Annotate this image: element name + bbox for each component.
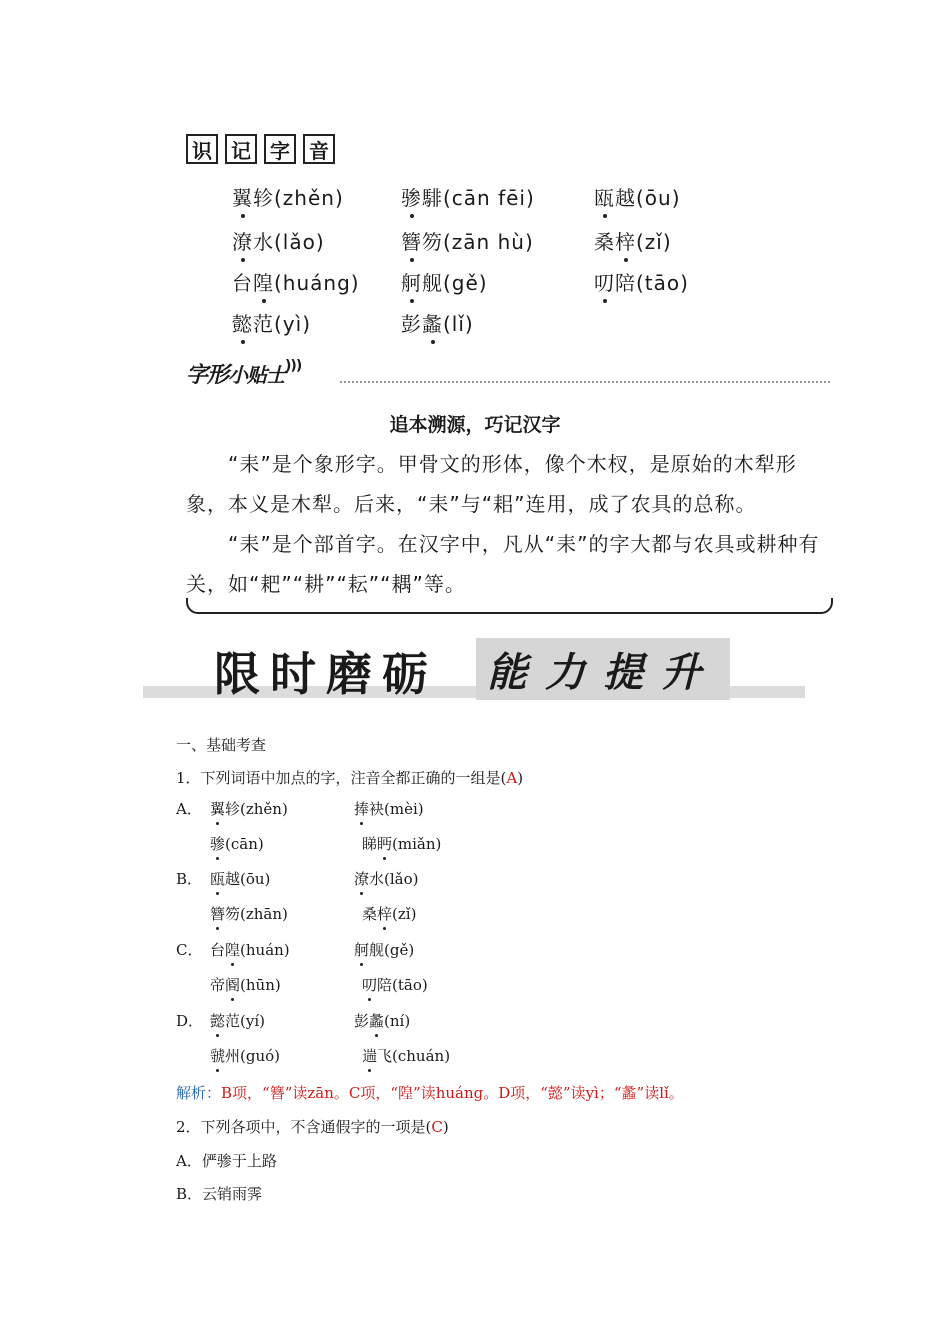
question-1-close: ) <box>517 769 524 787</box>
option-word <box>354 939 414 960</box>
question-2-option-b: B．云销雨霁 <box>176 1185 263 1203</box>
dotted-char: 骖 <box>210 835 226 853</box>
word-part: 笏(zhān) <box>225 905 288 923</box>
dotted-char: 潦 <box>232 226 253 255</box>
word-part: 彭 <box>354 1012 370 1030</box>
word-part: 睇 <box>362 835 378 853</box>
option-label: B． <box>176 870 203 888</box>
word-part: (cān) <box>225 835 264 853</box>
dotted-char: 阍 <box>225 976 241 994</box>
heading-char: 识 <box>186 134 218 164</box>
dotted-char: 隍 <box>225 941 241 959</box>
question-2-answer: C <box>431 1118 443 1136</box>
dotted-divider <box>340 381 830 383</box>
dotted-char: 翼 <box>232 182 253 211</box>
word-part: 桑 <box>362 905 378 923</box>
option-word <box>354 868 419 889</box>
question-1-stem <box>176 767 523 788</box>
word-part: 飞(chuán) <box>377 1047 451 1065</box>
dotted-char: 捧 <box>354 800 370 818</box>
option-word <box>354 1010 410 1031</box>
word-part: 袂(mèi) <box>369 800 424 818</box>
dotted-char: 遄 <box>362 1047 378 1065</box>
word-part: (zǐ) <box>392 905 417 923</box>
option-word <box>210 798 288 819</box>
option-word <box>210 1010 265 1031</box>
pronunciation-term <box>232 182 344 211</box>
dotted-char: 懿 <box>210 1012 226 1030</box>
word-part: 水(lǎo) <box>369 870 419 888</box>
word-part: 越(ōu) <box>225 870 271 888</box>
word-part: 騑(cān fēi) <box>422 186 535 210</box>
dotted-char: 瓯 <box>210 870 226 888</box>
dotted-char: 叨 <box>362 976 378 994</box>
word-part: 陪(tāo) <box>377 976 428 994</box>
signal-icon: ))) <box>285 358 302 374</box>
option-label: A． <box>176 800 202 818</box>
banner-title-left: 限时磨砺 <box>214 647 438 701</box>
dotted-char: 骖 <box>401 182 422 211</box>
tip-paragraph-2: “耒”是个部首字。在汉字中，凡从“耒”的字大都与农具或耕种有关，如“耙”“耕”“耘”“耦”等。 <box>186 532 820 596</box>
pronunciation-term <box>401 267 488 296</box>
option-word <box>210 903 288 924</box>
pronunciation-term <box>232 226 325 255</box>
analysis-label: 解析： <box>176 1084 222 1102</box>
dotted-char: 梓 <box>615 226 636 255</box>
tip-title <box>186 358 301 389</box>
word-part: 水(lǎo) <box>253 230 325 254</box>
word-part: 轸(zhěn) <box>225 800 288 818</box>
word-part: 范(yì) <box>253 312 311 336</box>
banner-title-right: 能力提升 <box>476 638 730 700</box>
heading-char: 字 <box>264 134 296 164</box>
option-word <box>362 833 441 854</box>
pronunciation-term <box>401 182 535 211</box>
word-part: (lǐ) <box>443 312 474 336</box>
pronunciation-term <box>594 182 681 211</box>
word-part: 舰(gě) <box>369 941 415 959</box>
heading-char: 音 <box>303 134 335 164</box>
option-label: D． <box>176 1012 204 1030</box>
word-part: 轸(zhěn) <box>253 186 344 210</box>
pronunciation-term <box>232 308 311 337</box>
word-part: 范(yí) <box>225 1012 265 1030</box>
question-2-stem <box>176 1116 449 1137</box>
word-part: (miǎn) <box>392 835 442 853</box>
dotted-char: 潦 <box>354 870 370 888</box>
option-word <box>210 1045 280 1066</box>
word-part: (ní) <box>384 1012 411 1030</box>
word-part: 越(ōu) <box>615 186 681 210</box>
pronunciation-term <box>401 226 534 255</box>
dotted-char: 蠡 <box>422 308 443 337</box>
tip-heading: 追本溯源，巧记汉字 <box>389 414 561 436</box>
tip-title-small: 小贴士 <box>228 363 286 387</box>
option-word <box>354 798 424 819</box>
word-part: (huán) <box>240 941 290 959</box>
heading-char: 记 <box>225 134 257 164</box>
pronunciation-heading <box>186 134 342 164</box>
option-word <box>362 903 416 924</box>
word-part: 帝 <box>210 976 226 994</box>
word-part: 桑 <box>594 230 615 254</box>
dotted-char: 虢 <box>210 1047 226 1065</box>
question-2-close: ) <box>442 1118 449 1136</box>
dotted-char: 簪 <box>210 905 226 923</box>
option-label: C． <box>176 941 203 959</box>
dotted-char: 翼 <box>210 800 226 818</box>
question-2-text: 2．下列各项中，不含通假字的一项是( <box>176 1118 432 1136</box>
question-2-option-a: A．俨骖于上路 <box>176 1152 277 1170</box>
option-word <box>210 868 270 889</box>
dotted-char: 瓯 <box>594 182 615 211</box>
dotted-char: 舸 <box>401 267 422 296</box>
pronunciation-term <box>232 267 360 296</box>
word-part: 陪(tāo) <box>615 271 689 295</box>
dotted-char: 舸 <box>354 941 370 959</box>
tip-bracket <box>186 598 833 614</box>
word-part: 舰(gě) <box>422 271 488 295</box>
dotted-char: 眄 <box>377 835 393 853</box>
pronunciation-term <box>594 267 689 296</box>
analysis-text: B项，“簪”读zān。C项，“隍”读huáng。D项，“懿”读yì；“蠡”读lǐ。 <box>221 1084 684 1102</box>
question-1-text: 1．下列词语中加点的字，注音全都正确的一组是( <box>176 769 507 787</box>
word-part: (huáng) <box>274 271 360 295</box>
option-word <box>362 974 428 995</box>
dotted-char: 簪 <box>401 226 422 255</box>
dotted-char: 叨 <box>594 267 615 296</box>
section-title: 一、基础考查 <box>176 736 267 754</box>
pronunciation-term <box>594 226 672 255</box>
option-word <box>210 939 290 960</box>
option-word <box>210 974 281 995</box>
word-part: (hūn) <box>240 976 281 994</box>
dotted-char: 梓 <box>377 905 393 923</box>
tip-paragraph-1: “耒”是个象形字。甲骨文的形体，像个木杈，是原始的木犁形象，本义是木犁。后来，“耒”与“耜”连用，成了农具的总称。 <box>186 452 797 516</box>
dotted-char: 懿 <box>232 308 253 337</box>
word-part: 笏(zān hù) <box>422 230 534 254</box>
dotted-char: 隍 <box>253 267 274 296</box>
pronunciation-term <box>401 308 474 337</box>
dotted-char: 蠡 <box>369 1012 385 1030</box>
tip-title-big: 字形 <box>186 363 229 388</box>
question-1-analysis <box>176 1082 684 1103</box>
word-part: 州(guó) <box>225 1047 281 1065</box>
word-part: 彭 <box>401 312 422 336</box>
option-word <box>362 1045 450 1066</box>
question-1-answer: A <box>506 769 518 787</box>
word-part: 台 <box>232 271 253 295</box>
option-word <box>210 833 264 854</box>
word-part: 台 <box>210 941 226 959</box>
word-part: (zǐ) <box>636 230 672 254</box>
